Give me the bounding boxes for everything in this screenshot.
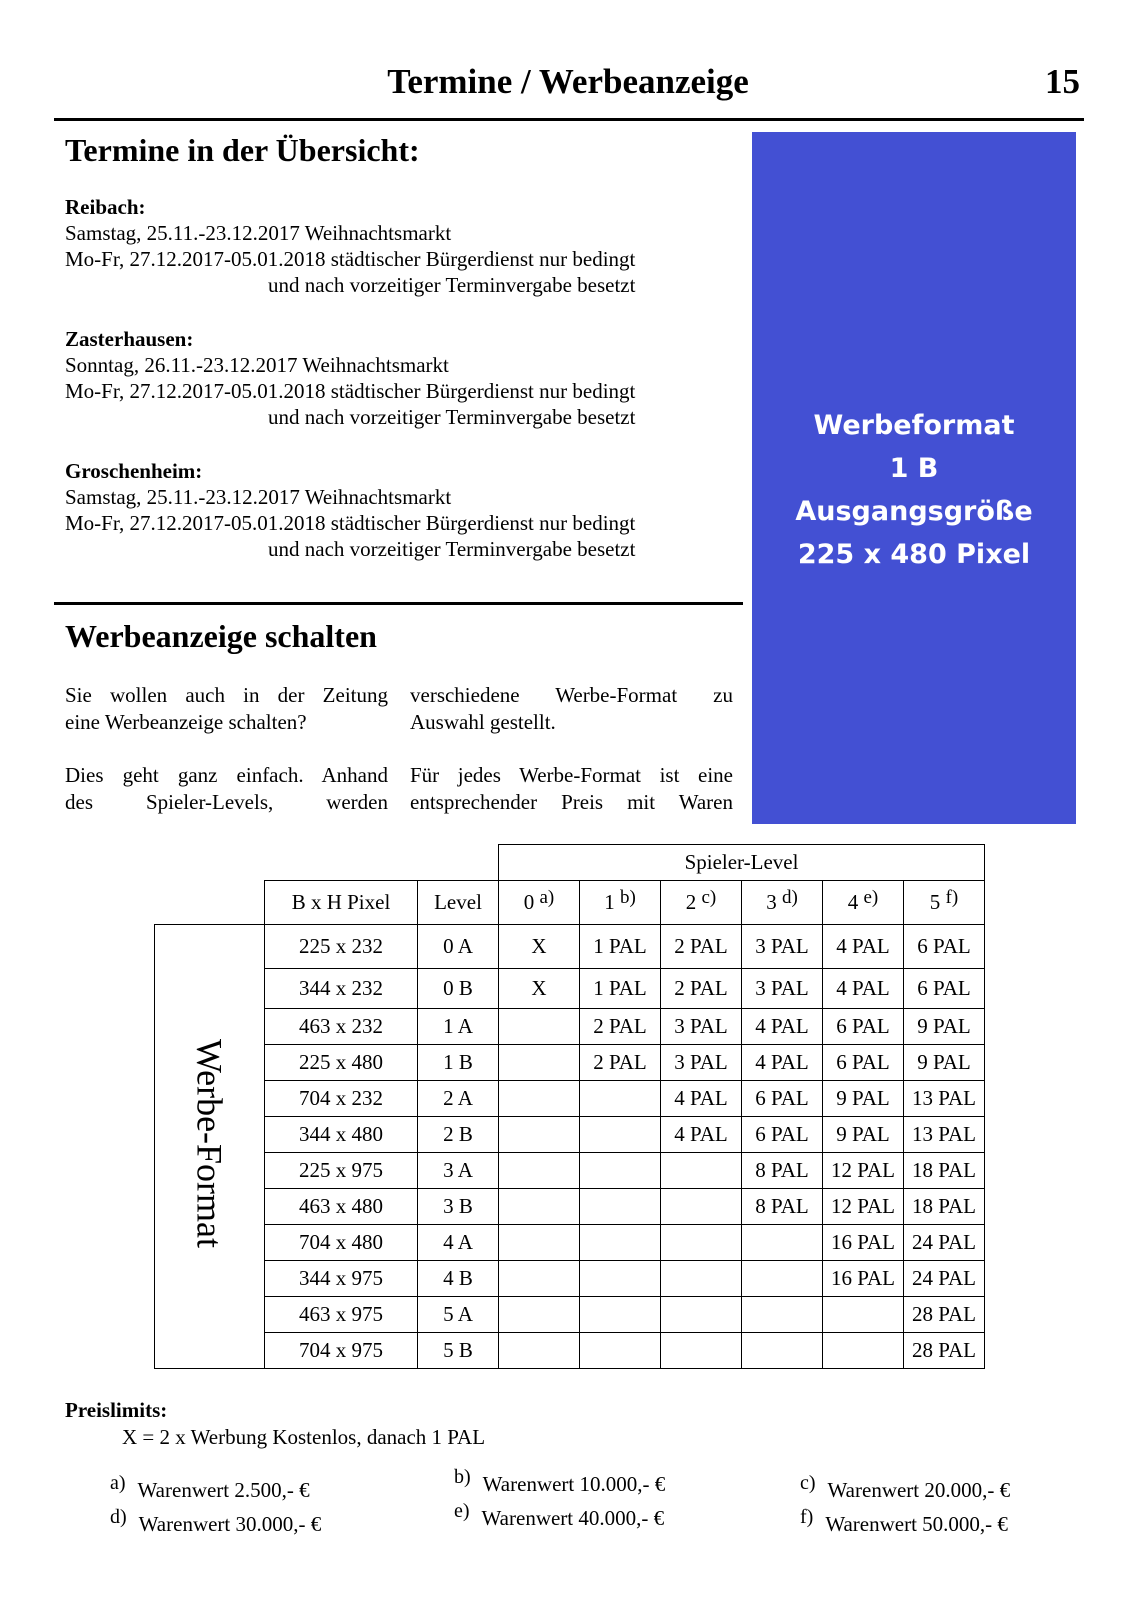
spieler-level-header: Spieler-Level (499, 845, 985, 881)
ad-placeholder (752, 132, 1076, 824)
level-cell: 4 B (418, 1261, 499, 1297)
werbe-format-side-label: Werbe-Format (155, 925, 265, 1369)
price-cell (580, 1117, 661, 1153)
price-cell: 18 PAL (904, 1153, 985, 1189)
ad-text (752, 404, 1076, 576)
price-limit-item: d) Warenwert 30.000,- € (110, 1506, 322, 1536)
price-cell (580, 1081, 661, 1117)
price-limit-item: e) Warenwert 40.000,- € (454, 1500, 665, 1530)
level-cell: 5 A (418, 1297, 499, 1333)
paragraph-line: des Spieler-Levels, werden (65, 790, 388, 814)
price-cell (742, 1261, 823, 1297)
price-cell: 18 PAL (904, 1189, 985, 1225)
price-cell: 2 PAL (661, 925, 742, 969)
level-cell: 3 A (418, 1153, 499, 1189)
pixel-cell: 344 x 975 (265, 1261, 418, 1297)
termine-heading: Termine in der Übersicht: (65, 132, 420, 168)
price-cell (580, 1333, 661, 1369)
pixel-cell: 344 x 480 (265, 1117, 418, 1153)
price-limit-item: c) Warenwert 20.000,- € (800, 1472, 1011, 1502)
pixel-cell: 704 x 480 (265, 1225, 418, 1261)
price-cell: 4 PAL (661, 1117, 742, 1153)
price-cell: 6 PAL (823, 1009, 904, 1045)
price-cell: 4 PAL (742, 1045, 823, 1081)
level-column-header: 1 b) (580, 881, 661, 925)
price-cell: 1 PAL (580, 969, 661, 1009)
event-line: und nach vorzeitiger Terminvergabe besetzt (268, 537, 636, 561)
price-cell: 28 PAL (904, 1297, 985, 1333)
price-cell (499, 1045, 580, 1081)
level-cell: 5 B (418, 1333, 499, 1369)
price-cell (580, 1297, 661, 1333)
price-cell: 3 PAL (661, 1009, 742, 1045)
price-cell (499, 1153, 580, 1189)
town-name: Reibach: (65, 195, 146, 219)
event-line: Mo-Fr, 27.12.2017-05.01.2018 städtischer Bürgerdienst nur bedingt (65, 379, 636, 403)
intro-right-column (410, 682, 733, 816)
price-cell: 16 PAL (823, 1225, 904, 1261)
ad-line: 225 x 480 Pixel (797, 539, 1031, 570)
page-title: Termine / Werbeanzeige (387, 62, 749, 101)
level-column-header: 0 a) (499, 881, 580, 925)
ad-line: Ausgangsgröße (795, 496, 1033, 527)
price-cell: 13 PAL (904, 1081, 985, 1117)
termine-group-reibach (65, 194, 635, 298)
price-cell: 1 PAL (580, 925, 661, 969)
pixel-cell: 704 x 232 (265, 1081, 418, 1117)
ad-line: Werbeformat (813, 410, 1015, 441)
price-cell (742, 1333, 823, 1369)
level-column-header: 2 c) (661, 881, 742, 925)
price-limit-item: f) Warenwert 50.000,- € (800, 1506, 1008, 1536)
price-cell (661, 1297, 742, 1333)
level-cell: 0 B (418, 969, 499, 1009)
price-cell: 6 PAL (742, 1081, 823, 1117)
price-cell (661, 1189, 742, 1225)
price-cell (823, 1297, 904, 1333)
price-cell: 8 PAL (742, 1189, 823, 1225)
price-cell (580, 1261, 661, 1297)
pixel-cell: 344 x 232 (265, 969, 418, 1009)
price-cell: 24 PAL (904, 1225, 985, 1261)
level-cell: 0 A (418, 925, 499, 969)
pixel-cell: 225 x 232 (265, 925, 418, 969)
price-cell (742, 1225, 823, 1261)
level-cell: 2 A (418, 1081, 499, 1117)
column-header-pixel: B x H Pixel (265, 881, 418, 925)
price-cell: 24 PAL (904, 1261, 985, 1297)
pixel-cell: 463 x 480 (265, 1189, 418, 1225)
price-cell: 9 PAL (904, 1045, 985, 1081)
price-cell: 6 PAL (742, 1117, 823, 1153)
paragraph-line: Auswahl gestellt. (410, 710, 556, 734)
werbeanzeige-heading: Werbeanzeige schalten (65, 618, 377, 654)
column-header-level: Level (418, 881, 499, 925)
event-line: Samstag, 25.11.-23.12.2017 Weihnachtsmarkt (65, 221, 452, 245)
price-cell: 6 PAL (904, 969, 985, 1009)
price-cell (580, 1153, 661, 1189)
price-cell: 6 PAL (823, 1045, 904, 1081)
price-table (154, 844, 985, 1369)
termine-group-groschenheim (65, 458, 635, 562)
price-cell: 2 PAL (580, 1045, 661, 1081)
level-column-header: 4 e) (823, 881, 904, 925)
intro-left-column (65, 682, 388, 816)
pixel-cell: 225 x 480 (265, 1045, 418, 1081)
price-cell (499, 1297, 580, 1333)
level-column-header: 5 f) (904, 881, 985, 925)
price-cell: 2 PAL (580, 1009, 661, 1045)
price-cell: 4 PAL (823, 969, 904, 1009)
price-cell (499, 1225, 580, 1261)
price-cell: 4 PAL (742, 1009, 823, 1045)
level-cell: 4 A (418, 1225, 499, 1261)
price-limit-item: a) Warenwert 2.500,- € (110, 1472, 310, 1502)
paragraph-line: verschiedene Werbe-Format zu (410, 683, 733, 707)
page-number: 15 (1045, 62, 1080, 101)
price-cell: 12 PAL (823, 1189, 904, 1225)
price-cell: 3 PAL (742, 969, 823, 1009)
price-cell (580, 1225, 661, 1261)
termine-group-zasterhausen (65, 326, 635, 430)
price-cell: 9 PAL (904, 1009, 985, 1045)
pixel-cell: 704 x 975 (265, 1333, 418, 1369)
event-line: Sonntag, 26.11.-23.12.2017 Weihnachtsmarkt (65, 353, 449, 377)
price-cell: 2 PAL (661, 969, 742, 1009)
price-cell (661, 1225, 742, 1261)
level-cell: 2 B (418, 1117, 499, 1153)
price-cell: X (499, 969, 580, 1009)
preislimits-heading: Preislimits: (65, 1398, 168, 1422)
price-cell: 3 PAL (661, 1045, 742, 1081)
header-divider (54, 118, 1084, 121)
paragraph-line: Dies geht ganz einfach. Anhand (65, 763, 388, 787)
price-cell (499, 1333, 580, 1369)
price-cell (580, 1189, 661, 1225)
paragraph-line: Sie wollen auch in der Zeitung (65, 683, 388, 707)
price-cell: 16 PAL (823, 1261, 904, 1297)
pixel-cell: 463 x 975 (265, 1297, 418, 1333)
price-cell (661, 1261, 742, 1297)
event-line: und nach vorzeitiger Terminvergabe besetzt (268, 273, 636, 297)
event-line: Mo-Fr, 27.12.2017-05.01.2018 städtischer Bürgerdienst nur bedingt (65, 247, 636, 271)
price-cell (661, 1153, 742, 1189)
level-cell: 3 B (418, 1189, 499, 1225)
level-cell: 1 B (418, 1045, 499, 1081)
price-cell: 8 PAL (742, 1153, 823, 1189)
price-cell: 6 PAL (904, 925, 985, 969)
price-cell: 13 PAL (904, 1117, 985, 1153)
price-cell: 9 PAL (823, 1081, 904, 1117)
preislimits-rule: X = 2 x Werbung Kostenlos, danach 1 PAL (122, 1425, 486, 1449)
price-cell: 4 PAL (823, 925, 904, 969)
paragraph-line: eine Werbeanzeige schalten? (65, 710, 307, 734)
event-line: und nach vorzeitiger Terminvergabe besetzt (268, 405, 636, 429)
price-cell (499, 1261, 580, 1297)
price-cell: 4 PAL (661, 1081, 742, 1117)
event-line: Mo-Fr, 27.12.2017-05.01.2018 städtischer Bürgerdienst nur bedingt (65, 511, 636, 535)
town-name: Zasterhausen: (65, 327, 194, 351)
price-cell (742, 1297, 823, 1333)
price-limit-item: b) Warenwert 10.000,- € (454, 1466, 666, 1496)
price-cell (499, 1081, 580, 1117)
price-cell: 28 PAL (904, 1333, 985, 1369)
paragraph-line: entsprechender Preis mit Waren (410, 790, 733, 814)
pixel-cell: 463 x 232 (265, 1009, 418, 1045)
price-cell: 3 PAL (742, 925, 823, 969)
price-cell (661, 1333, 742, 1369)
level-column-header: 3 d) (742, 881, 823, 925)
ad-line: 1 B (889, 453, 939, 484)
price-cell (499, 1189, 580, 1225)
price-cell: 12 PAL (823, 1153, 904, 1189)
town-name: Groschenheim: (65, 459, 203, 483)
paragraph-line: Für jedes Werbe-Format ist eine (410, 763, 733, 787)
price-cell (823, 1333, 904, 1369)
price-cell (499, 1009, 580, 1045)
price-cell: 9 PAL (823, 1117, 904, 1153)
section-divider (54, 602, 743, 605)
level-cell: 1 A (418, 1009, 499, 1045)
pixel-cell: 225 x 975 (265, 1153, 418, 1189)
event-line: Samstag, 25.11.-23.12.2017 Weihnachtsmarkt (65, 485, 452, 509)
price-cell (499, 1117, 580, 1153)
price-cell: X (499, 925, 580, 969)
